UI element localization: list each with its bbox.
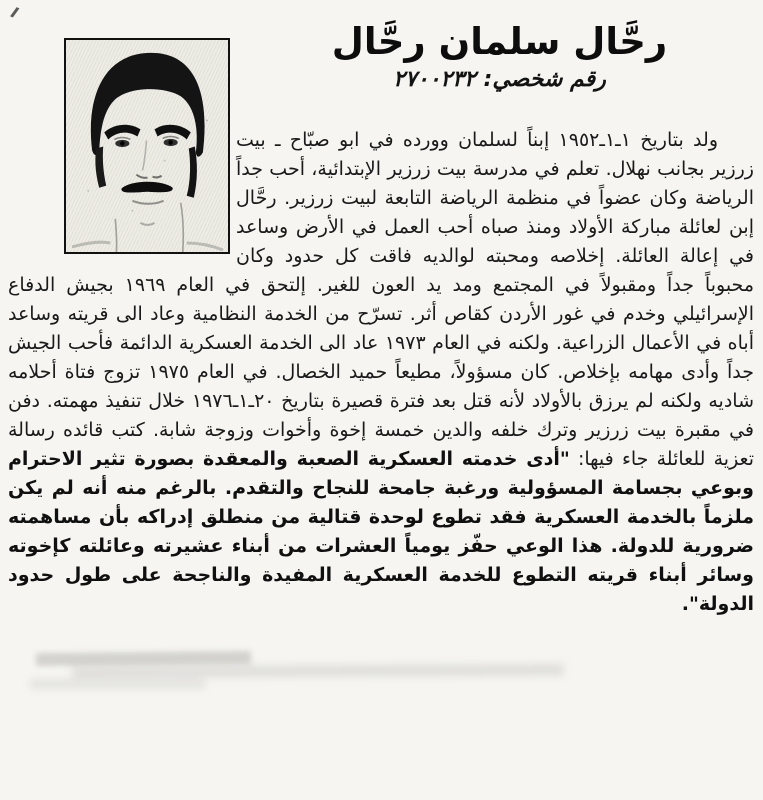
biography-main-text: ولد بتاريخ ١ـ١ـ١٩٥٢ إبناً لسلمان وورده في ابو صبّاح ـ بيت زرزير بجانب نهلال. تعلم في مدرسة بيت زرزير الإبتدائية، أحب جداً الرياضة وكان عضواً في منظمة الرياضة التابعة لبيت زرزير. رحَّال إبن لعائلة مباركة الأولاد ومنذ صباه أحب العمل في الأرض وساعد في إعالة العائلة. إخلاصه ومحبته لوالديه فاقت كل حدود وكان محبوباً جداً ومقبولاً في المجتمع ومد يد العون للغير. إلتحق في العام ١٩٦٩ بجيش الدفاع الإسرائيلي وخدم في غور الأردن كقاص أثر. تسرّح من الخدمة النظامية وعاد الى قريته وساعد أباه في الأعمال الزراعية. ولكنه في العام ١٩٧٣ عاد الى الخدمة العسكرية الدائمة فأحب الجيش جداً وأدى مهامه بإخلاص. كان مسؤولاً، مطيعاً حميد الخصال. في العام ١٩٧٥ تزوج فتاة أحلامه شاديه ولكنه لم يرزق بالأولاد لأنه قتل بعد فترة قصيرة بتاريخ ٢٠ـ١ـ١٩٧٦ خلال تنفيذ مهمته. دفن في مقبرة بيت زرزير وترك خلفه والدين خمسة إخوة وأخوات وزوجة شابة. كتب قائده رسالة تعزية للعائلة جاء فيها: [8, 128, 755, 470]
print-showthrough-artifact [72, 664, 564, 679]
portrait-photo [64, 38, 230, 254]
portrait-photo-area [0, 0, 236, 268]
print-showthrough-artifact [30, 679, 205, 689]
portrait-illustration [66, 40, 228, 252]
commander-condolence-quote: "أدى خدمته العسكرية الصعبة والمعقدة بصورة تثير الاحترام وبوعي بجسامة المسؤولية ورغبة جامحة للنجاح والتقدم. بالرغم منه أنه لم يكن ملزماً بالخدمة العسكرية فقد تطوع لوحدة قتالية من منطلق إدراكه بأن مساهمته ضرورية للدولة. هذا الوعي حفّز يومياً العشرات من أبناء عشيرته وعائلته كإخوته وسائر أبناء قريته التطوع للخدمة العسكرية المفيدة والناجحة على طول حدود الدولة". [8, 447, 754, 615]
personal-number: رقم شخصي: ٢٧٠٠٢٣٢ [393, 66, 606, 92]
print-showthrough-artifact [36, 651, 251, 666]
page-title: رحَّال سلمان رحَّال [331, 20, 668, 63]
